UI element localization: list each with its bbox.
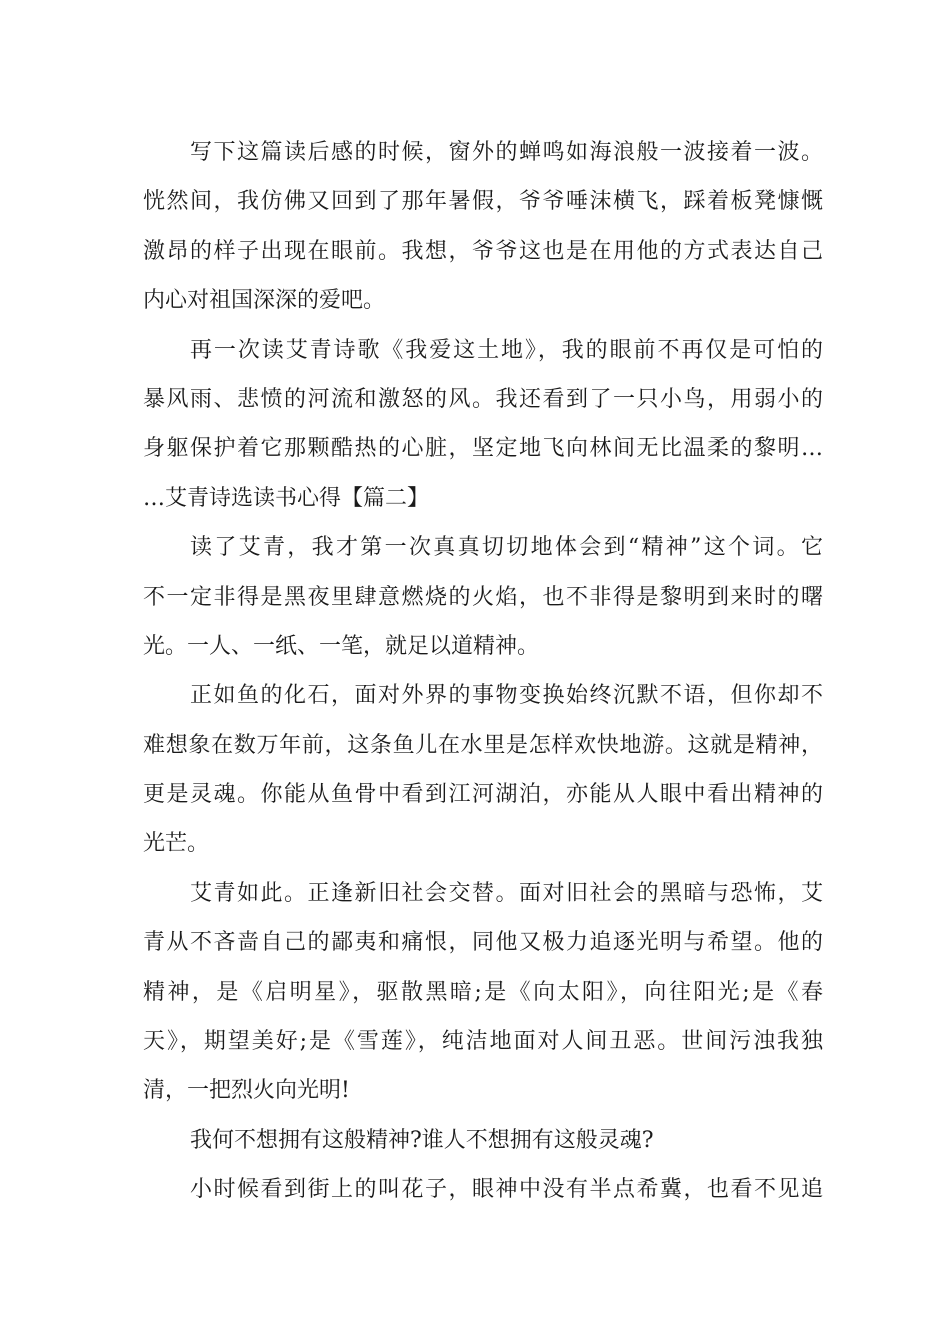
text-line: 光。一人、一纸、一笔，就足以道精神。 xyxy=(143,633,540,659)
text-line: 更是灵魂。你能从鱼骨中看到江河湖泊，亦能从人眼中看出精神的 xyxy=(143,782,823,808)
text-line: 再一次读艾青诗歌《我爱这土地》，我的眼前不再仅是可怕的 xyxy=(190,337,823,363)
text-line: 清，一把烈火向光明! xyxy=(143,1078,350,1104)
text-line: 光芒。 xyxy=(143,831,210,857)
text-line: 恍然间，我仿佛又回到了那年暑假，爷爷唾沫横飞，踩着板凳慷慨 xyxy=(143,189,823,215)
text-line: 我何不想拥有这般精神?谁人不想拥有这般灵魂? xyxy=(190,1127,654,1153)
text-line: …艾青诗选读书心得【篇二】 xyxy=(143,485,430,511)
text-line: 不一定非得是黑夜里肆意燃烧的火焰，也不非得是黎明到来时的曙 xyxy=(143,584,823,610)
text-line: 读了艾青，我才第一次真真切切地体会到“精神”这个词。它 xyxy=(190,535,823,561)
text-line: 青从不吝啬自己的鄙夷和痛恨，同他又极力追逐光明与希望。他的 xyxy=(143,930,823,956)
text-line: 身躯保护着它那颗酷热的心脏，坚定地飞向林间无比温柔的黎明… xyxy=(143,436,823,462)
text-line: 正如鱼的化石，面对外界的事物变换始终沉默不语，但你却不 xyxy=(190,683,823,709)
text-line: 激昂的样子出现在眼前。我想，爷爷这也是在用他的方式表达自己 xyxy=(143,238,823,264)
text-line: 暴风雨、悲愤的河流和激怒的风。我还看到了一只小鸟，用弱小的 xyxy=(143,386,823,412)
text-line: 精神，是《启明星》，驱散黑暗;是《向太阳》，向往阳光;是《春 xyxy=(143,979,823,1005)
text-line: 内心对祖国深深的爱吧。 xyxy=(143,288,386,314)
text-line: 小时候看到街上的叫花子，眼神中没有半点希冀，也看不见追 xyxy=(190,1177,823,1203)
document-body xyxy=(143,128,823,1215)
text-line: 难想象在数万年前，这条鱼儿在水里是怎样欢快地游。这就是精神， xyxy=(143,732,823,758)
text-line: 写下这篇读后感的时候，窗外的蝉鸣如海浪般一波接着一波。 xyxy=(190,140,823,165)
text-line: 天》，期望美好;是《雪莲》，纯洁地面对人间丑恶。世间污浊我独 xyxy=(143,1029,823,1055)
text-line: 艾青如此。正逢新旧社会交替。面对旧社会的黑暗与恐怖，艾 xyxy=(190,880,823,906)
